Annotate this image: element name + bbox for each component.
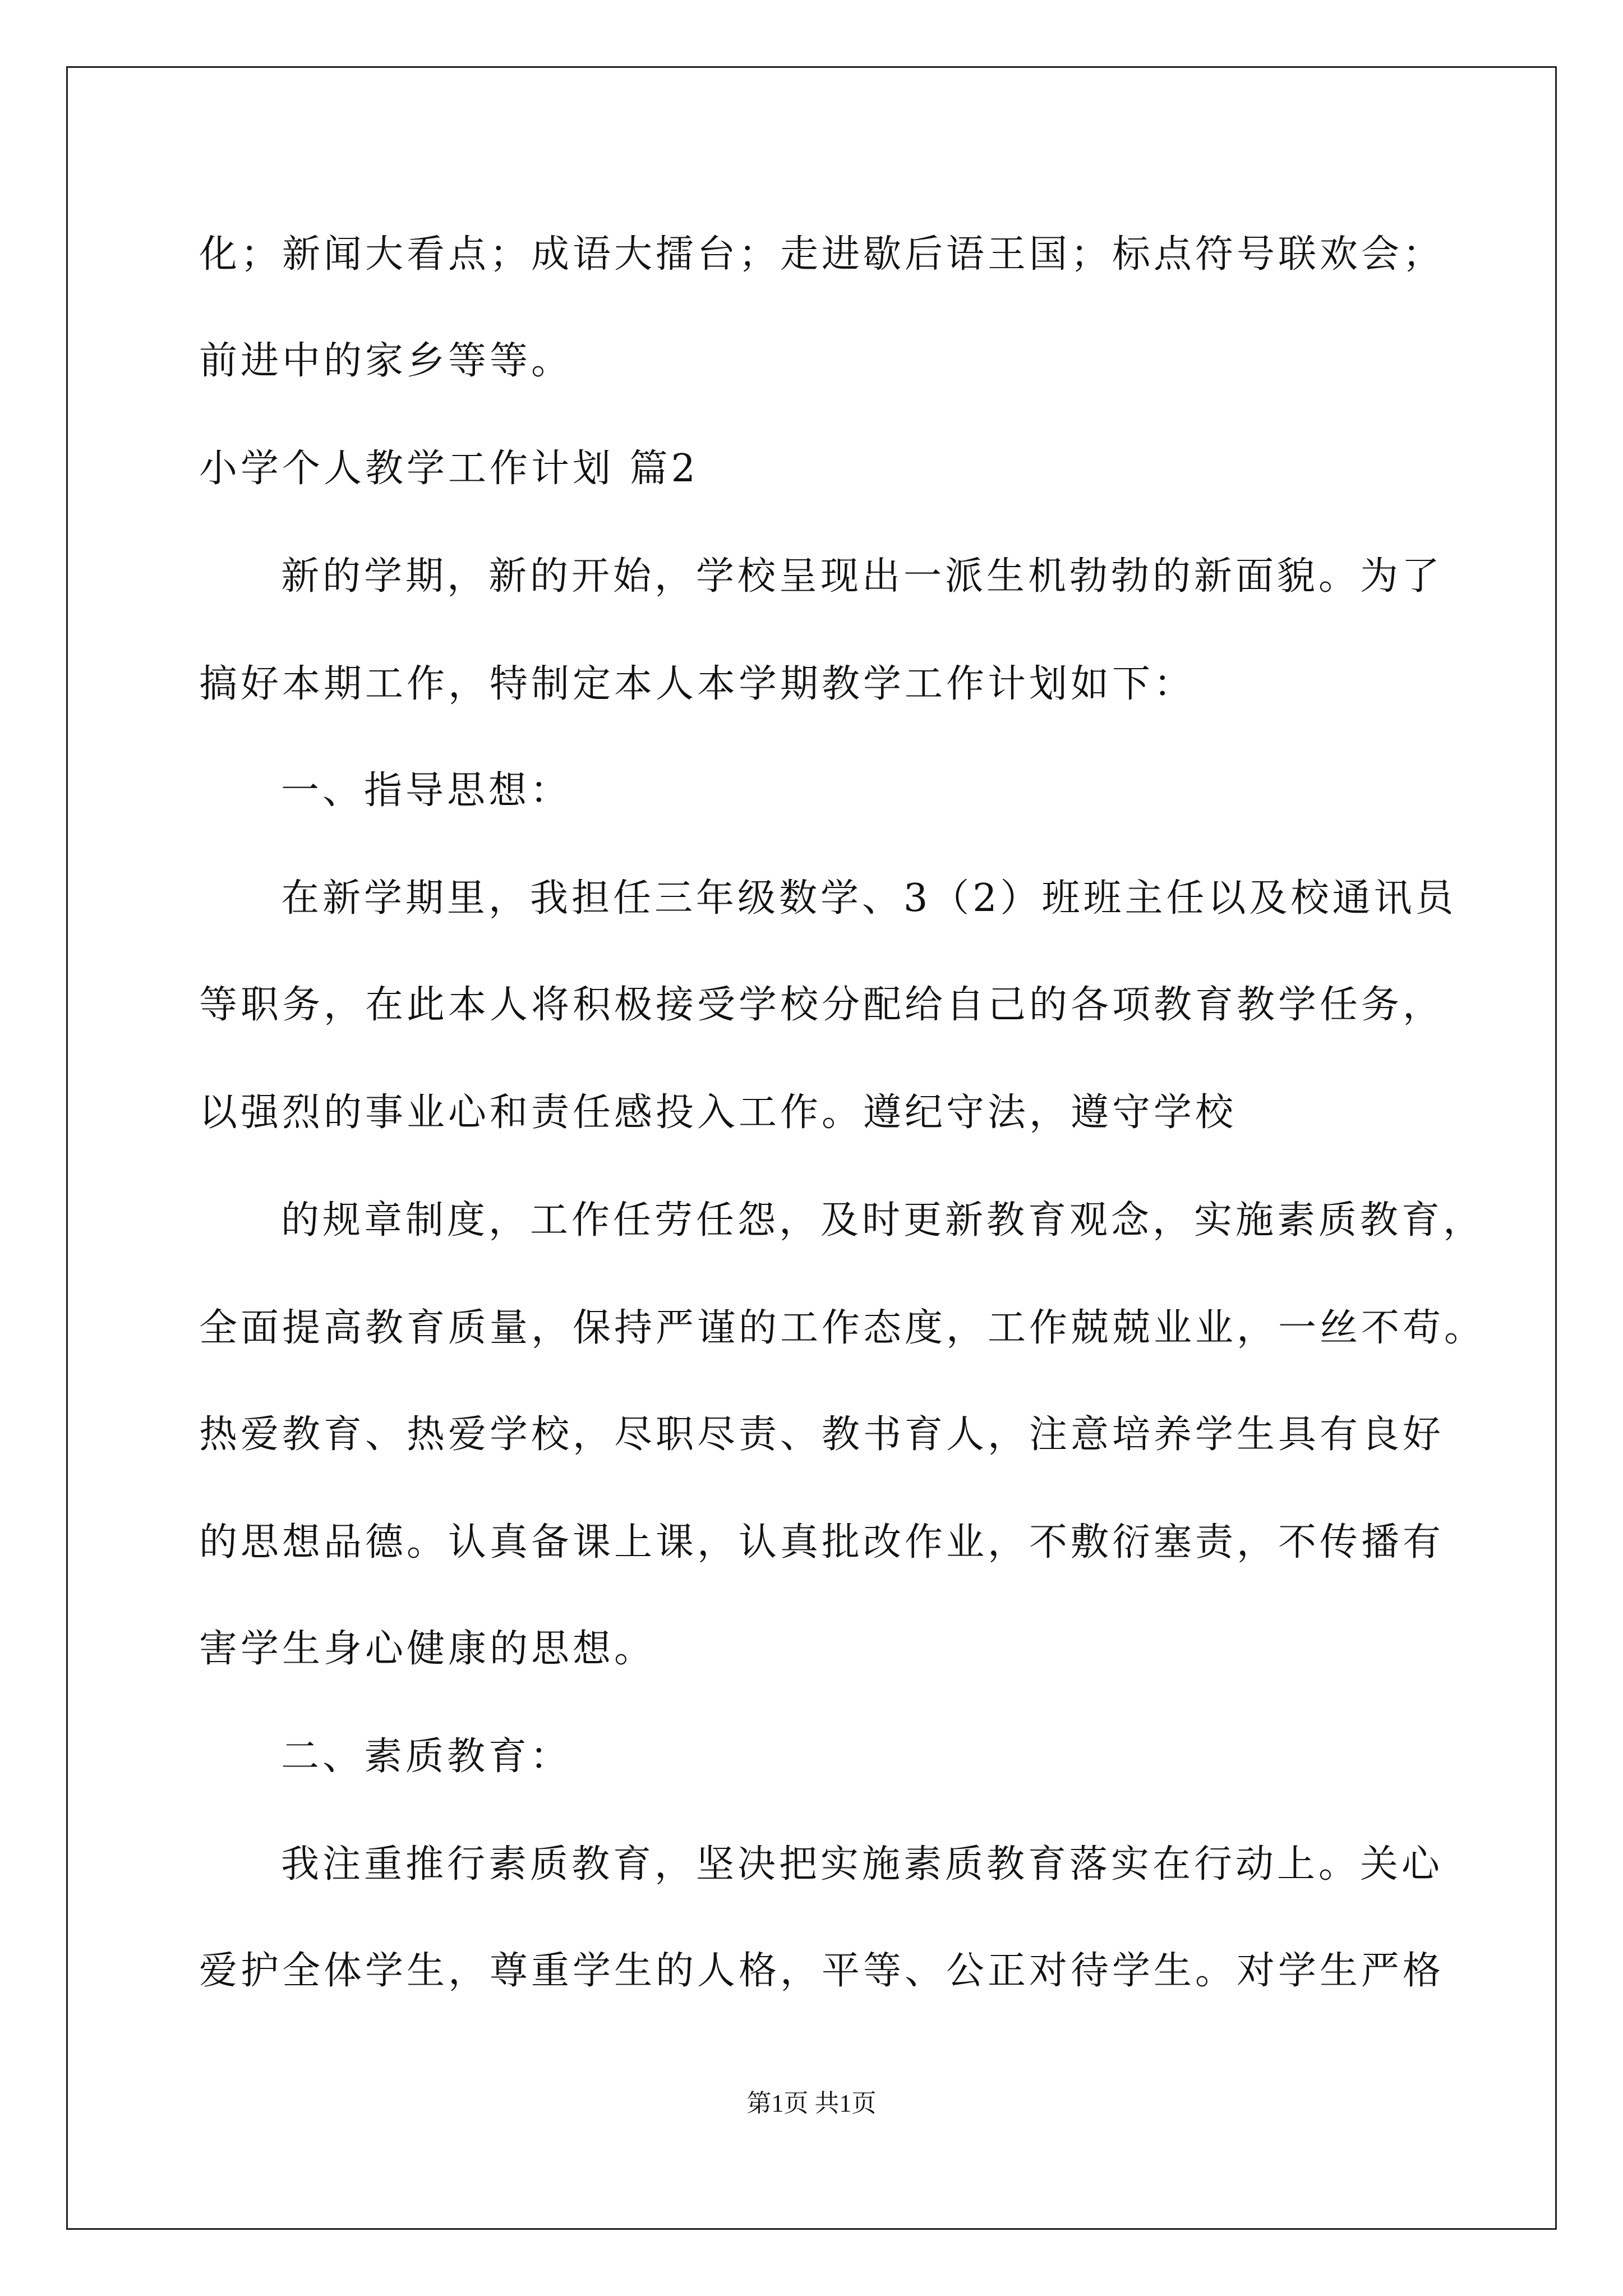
page-border	[66, 66, 1557, 2230]
text-line: 的规章制度，工作任劳任怨，及时更新教育观念，实施素质教育，	[281, 1198, 1485, 1243]
section-heading: 小学个人教学工作计划 篇2	[199, 447, 699, 491]
text-line: 在新学期里，我担任三年级数学、3（2）班班主任以及校通讯员	[281, 876, 1457, 921]
text-line: 我注重推行素质教育，坚决把实施素质教育落实在行动上。关心	[281, 1842, 1444, 1887]
page-number-footer: 第1页 共1页	[746, 2090, 877, 2117]
text-line: 害学生身心健康的思想。	[199, 1627, 656, 1671]
text-line: 以强烈的事业心和责任感投入工作。遵纪守法，遵守学校	[199, 1091, 1237, 1135]
text-line: 前进中的家乡等等。	[199, 339, 573, 383]
text-line: 化；新闻大看点；成语大擂台；走进歇后语王国；标点符号联欢会；	[199, 232, 1445, 277]
text-line: 等职务，在此本人将积极接受学校分配给自己的各项教育教学任务，	[199, 983, 1445, 1027]
text-line: 爱护全体学生，尊重学生的人格，平等、公正对待学生。对学生严格	[199, 1949, 1445, 1993]
text-line: 搞好本期工作，特制定本人本学期教学工作计划如下：	[199, 662, 1196, 706]
subheading: 一、指导思想：	[281, 769, 572, 813]
text-line: 全面提高教育质量，保持严谨的工作态度，工作兢兢业业，一丝不苟。	[199, 1306, 1486, 1350]
text-line: 新的学期，新的开始，学校呈现出一派生机勃勃的新面貌。为了	[281, 554, 1444, 599]
text-line: 热爱教育、热爱学校，尽职尽责、教书育人，注意培养学生具有良好	[199, 1412, 1445, 1457]
subheading: 二、素质教育：	[281, 1734, 572, 1779]
text-line: 的思想品德。认真备课上课，认真批改作业，不敷衍塞责，不传播有	[199, 1520, 1445, 1565]
